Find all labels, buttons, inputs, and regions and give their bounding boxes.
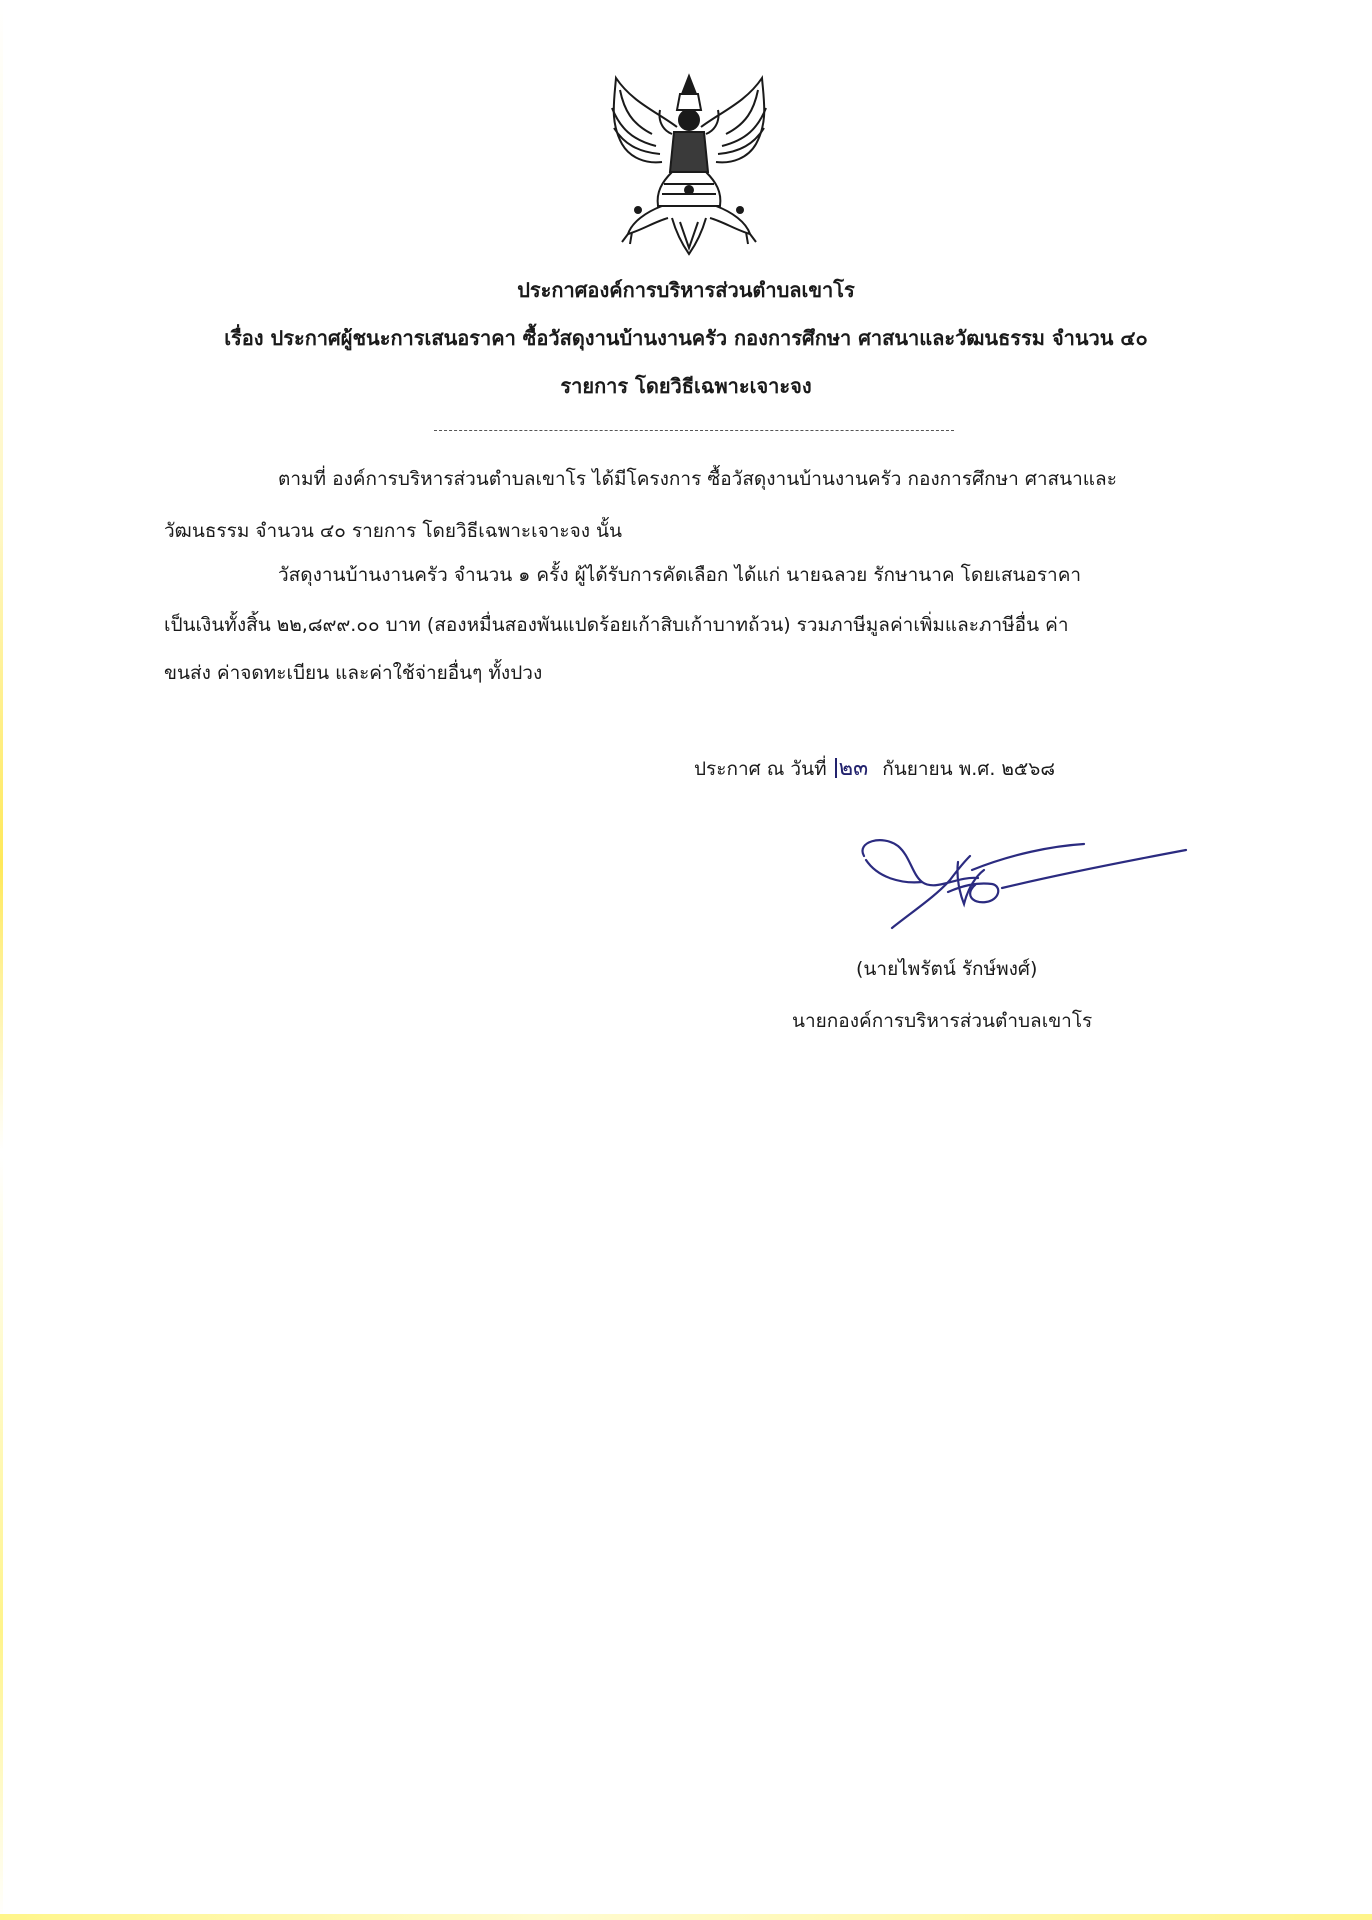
subject-line-2: รายการ โดยวิธีเฉพาะเจาะจง — [560, 374, 812, 398]
announcement-date — [694, 756, 1055, 782]
date-prefix: ประกาศ ณ วันที่ — [694, 758, 827, 780]
signer-position: นายกองค์การบริหารส่วนตำบลเขาโร — [792, 1010, 1093, 1032]
date-day-handwritten: ๒๓ — [833, 756, 877, 782]
signer-name: (นายไพรัตน์ รักษ์พงศ์) — [856, 958, 1038, 980]
announcement-title: ประกาศองค์การบริหารส่วนตำบลเขาโร — [517, 278, 855, 302]
signature-icon — [852, 832, 1192, 942]
paragraph-2-line-2: เป็นเงินทั้งสิ้น ๒๒,๘๙๙.๐๐ บาท (สองหมื่นสองพันแปดร้อยเก้าสิบเก้าบาทถ้วน) รวมภาษีมูลค่าเพิ่มและภาษีอื่น ค่า — [164, 614, 1069, 636]
paragraph-1-line-2: วัฒนธรรม จำนวน ๔๐ รายการ โดยวิธีเฉพาะเจาะจง นั้น — [164, 520, 623, 542]
date-month-year: กันยายน พ.ศ. ๒๕๖๘ — [882, 758, 1056, 780]
paragraph-2-line-3: ขนส่ง ค่าจดทะเบียน และค่าใช้จ่ายอื่นๆ ทั้งปวง — [164, 662, 543, 684]
scan-edge-left — [0, 0, 3, 1920]
divider — [434, 430, 954, 431]
subject-line-1: เรื่อง ประกาศผู้ชนะการเสนอราคา ซื้อวัสดุงานบ้านงานครัว กองการศึกษา ศาสนาและวัฒนธรรม จำนวน ๔๐ — [224, 326, 1148, 350]
scan-edge-bottom — [0, 1914, 1372, 1920]
garuda-emblem-icon — [602, 72, 776, 260]
paragraph-2-line-1: วัสดุงานบ้านงานครัว จำนวน ๑ ครั้ง ผู้ได้รับการคัดเลือก ได้แก่ นายฉลวย รักษานาค โดยเสนอราคา — [278, 564, 1082, 586]
paragraph-1-line-1: ตามที่ องค์การบริหารส่วนตำบลเขาโร ได้มีโครงการ ซื้อวัสดุงานบ้านงานครัว กองการศึกษา ศาสนาและ — [278, 468, 1117, 490]
